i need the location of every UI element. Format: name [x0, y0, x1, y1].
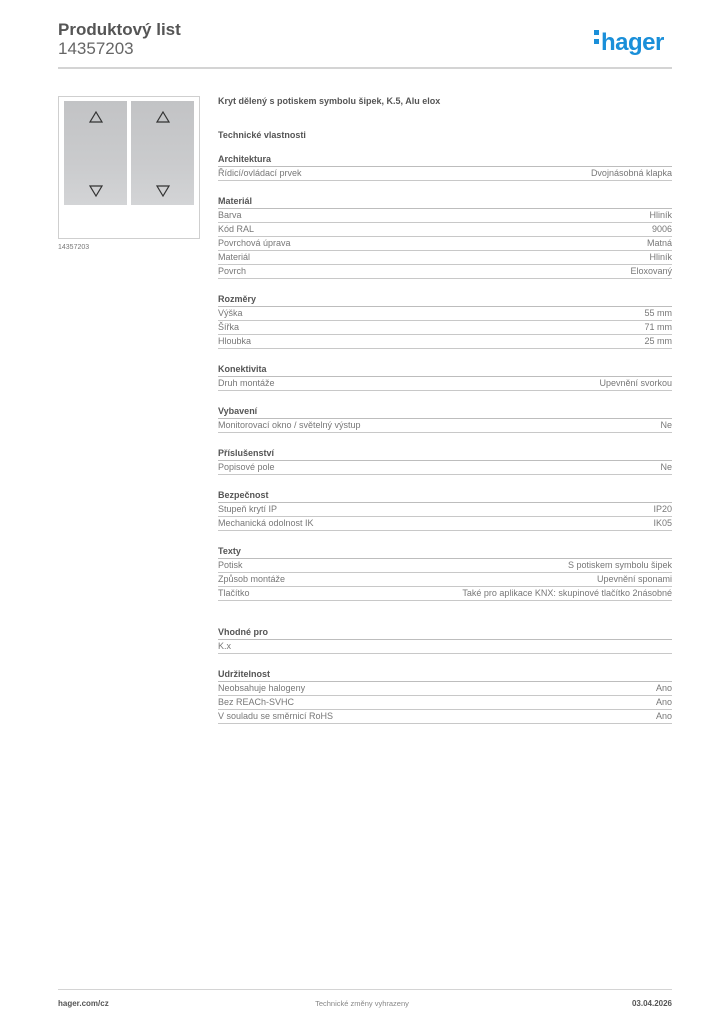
spec-value: Upevnění svorkou	[599, 378, 672, 388]
product-image	[58, 96, 200, 239]
arrow-up-icon	[89, 111, 103, 123]
spec-label: Povrch	[218, 266, 247, 276]
footer-website[interactable]: hager.com/cz	[58, 999, 109, 1008]
spec-row	[218, 503, 672, 517]
spec-value: 25 mm	[644, 336, 672, 346]
spec-row	[218, 167, 672, 181]
spec-value: 71 mm	[644, 322, 672, 332]
spec-value: 9006	[651, 224, 672, 234]
spec-row	[218, 237, 672, 251]
spec-label: V souladu se směrnicí RoHS	[218, 711, 334, 721]
spec-value: S potiskem symbolu šipek	[567, 560, 672, 570]
section-title: Materiál	[218, 196, 672, 209]
spec-section	[218, 154, 672, 181]
spec-value: Ne	[660, 420, 672, 430]
arrow-down-icon	[89, 185, 103, 197]
spec-row	[218, 587, 672, 601]
spec-value: Ano	[655, 697, 672, 707]
spec-section	[218, 490, 672, 531]
spec-row	[218, 335, 672, 349]
spec-value: IK05	[653, 518, 672, 528]
spec-section	[218, 448, 672, 475]
hager-logo	[594, 28, 664, 57]
footer-date: 03.04.2026	[631, 999, 672, 1008]
spec-row	[218, 573, 672, 587]
section-title: Příslušenství	[218, 448, 672, 461]
spec-row	[218, 559, 672, 573]
spec-row	[218, 377, 672, 391]
spec-row	[218, 223, 672, 237]
rocker-left	[64, 101, 127, 205]
spec-row	[218, 696, 672, 710]
spec-value: Dvojnásobná klapka	[590, 168, 672, 178]
spec-content	[218, 96, 672, 724]
spec-section	[218, 669, 672, 724]
spec-value: Ano	[655, 711, 672, 721]
spec-row	[218, 640, 672, 654]
spec-section	[218, 627, 672, 654]
footer-notice: Technické změny vyhrazeny	[315, 999, 409, 1008]
logo-colon-icon	[594, 26, 599, 48]
footer-divider	[58, 989, 672, 990]
spec-row	[218, 682, 672, 696]
spec-label: Bez REACh-SVHC	[218, 697, 295, 707]
spec-label: Materiál	[218, 252, 251, 262]
spec-row	[218, 710, 672, 724]
spec-row	[218, 419, 672, 433]
section-title: Konektivita	[218, 364, 672, 377]
spec-label: Neobsahuje halogeny	[218, 683, 306, 693]
spec-label: Monitorovací okno / světelný výstup	[218, 420, 361, 430]
spec-label: Šířka	[218, 322, 240, 332]
spec-label: Povrchová úprava	[218, 238, 291, 248]
section-title: Bezpečnost	[218, 490, 672, 503]
spec-row	[218, 251, 672, 265]
spec-label: Mechanická odolnost IK	[218, 518, 314, 528]
spec-label: Výška	[218, 308, 243, 318]
spec-row	[218, 307, 672, 321]
spec-value: Hliník	[649, 252, 672, 262]
spec-value: IP20	[653, 504, 672, 514]
document-title: Produktový list	[58, 20, 181, 39]
spec-value: Matná	[646, 238, 672, 248]
spec-label: Řídicí/ovládací prvek	[218, 168, 302, 178]
spec-label: Druh montáže	[218, 378, 275, 388]
spec-label: Barva	[218, 210, 242, 220]
spec-value: Hliník	[649, 210, 672, 220]
spec-row	[218, 517, 672, 531]
spec-row	[218, 209, 672, 223]
spec-label: K.x	[218, 641, 232, 651]
image-caption: 14357203	[58, 244, 90, 251]
section-title: Udržitelnost	[218, 669, 672, 682]
spec-value: 55 mm	[644, 308, 672, 318]
arrow-up-icon	[156, 111, 170, 123]
spec-value: Také pro aplikace KNX: skupinové tlačítko 2násobné	[462, 588, 672, 598]
spec-label: Stupeň krytí IP	[218, 504, 278, 514]
spec-row	[218, 461, 672, 475]
spec-label: Kód RAL	[218, 224, 255, 234]
spec-value: Ano	[655, 683, 672, 693]
rocker-right	[131, 101, 194, 205]
section-title: Vhodné pro	[218, 627, 672, 640]
logo-text: hager	[601, 29, 664, 56]
spec-label: Hloubka	[218, 336, 252, 346]
spec-value: Upevnění sponami	[596, 574, 672, 584]
spec-label: Tlačítko	[218, 588, 250, 598]
product-name: Kryt dělený s potiskem symbolu šipek, K.5, Alu elox	[218, 96, 441, 106]
section-title: Rozměry	[218, 294, 672, 307]
section-title: Architektura	[218, 154, 672, 167]
tech-properties-heading: Technické vlastnosti	[218, 130, 306, 140]
spec-section	[218, 546, 672, 601]
spec-row	[218, 265, 672, 279]
spec-section	[218, 294, 672, 349]
spec-value: Ne	[660, 462, 672, 472]
spec-section	[218, 196, 672, 279]
spec-row	[218, 321, 672, 335]
spec-label: Způsob montáže	[218, 574, 286, 584]
spec-label: Potisk	[218, 560, 243, 570]
section-title: Texty	[218, 546, 672, 559]
spec-section	[218, 364, 672, 391]
spec-value: Eloxovaný	[630, 266, 672, 276]
product-number: 14357203	[58, 39, 134, 58]
spec-label: Popisové pole	[218, 462, 275, 472]
header-divider	[58, 67, 672, 69]
section-title: Vybavení	[218, 406, 672, 419]
spec-section	[218, 406, 672, 433]
arrow-down-icon	[156, 185, 170, 197]
